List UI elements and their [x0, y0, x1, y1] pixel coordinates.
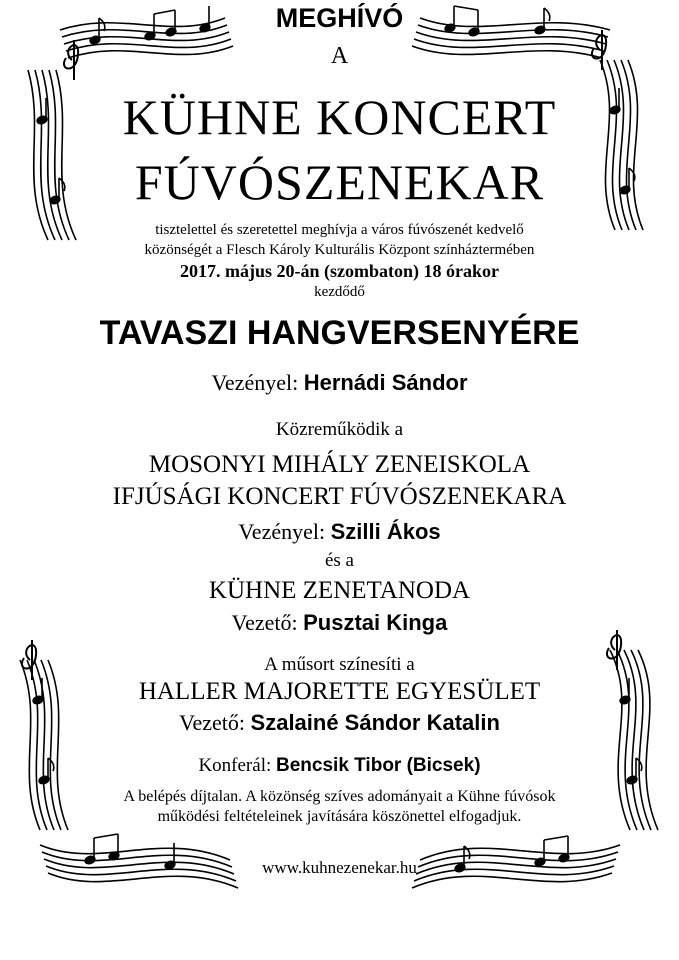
participating-text: Közreműködik a	[275, 419, 404, 440]
article-a: A	[330, 43, 349, 69]
academy-name: KÜHNE ZENETANODA	[208, 577, 471, 604]
website-link[interactable]: www.kuhnezenekar.hu	[262, 858, 417, 877]
band-name-line1: KÜHNE KONCERT	[122, 89, 557, 145]
majorette-leader-name: Szalainé Sándor Katalin	[250, 710, 500, 735]
academy-leader-name: Pusztai Kinga	[303, 610, 448, 635]
intro-line2: közönségét a Flesch Károly Kulturális Központ színháztermében	[144, 242, 535, 258]
footer-line1: A belépés díjtalan. A közönség szíves adományait a Kühne fúvósok	[123, 788, 556, 805]
conductor-label: Vezényel:	[211, 370, 299, 395]
host-name: Bencsik Tibor (Bicsek)	[276, 755, 481, 776]
invitation-heading: MEGHÍVÓ	[275, 3, 404, 33]
intro-line1: tisztelettel és szeretettel meghívja a város fúvószenét kedvelő	[155, 222, 524, 238]
majorette-leader-label: Vezető:	[179, 710, 246, 735]
footer-line2: működési feltételeinek javítására köszönettel elfogadjuk.	[157, 808, 522, 825]
school-line1: MOSONYI MIHÁLY ZENEISKOLA	[148, 451, 531, 478]
school-conductor-name: Szilli Ákos	[330, 519, 441, 544]
colored-by-text: A műsort színesíti a	[264, 654, 415, 675]
band-name-line2: FÚVÓSZENEKAR	[134, 154, 545, 210]
host-line	[0, 755, 679, 777]
intro-starting: kezdődő	[314, 284, 365, 300]
conductor-line	[0, 370, 679, 396]
school-conductor-label: Vezényel:	[238, 519, 326, 544]
and-text: és a	[324, 550, 354, 571]
majorette-name: HALLER MAJORETTE EGYESÜLET	[138, 678, 541, 705]
school-conductor-line	[0, 519, 679, 545]
academy-leader-label: Vezető:	[231, 610, 298, 635]
conductor-name: Hernádi Sándor	[303, 370, 468, 395]
event-datetime: 2017. május 20-án (szombaton) 18 órakor	[180, 261, 499, 281]
academy-leader-line	[0, 610, 679, 636]
school-line2: IFJÚSÁGI KONCERT FÚVÓSZENEKARA	[112, 483, 567, 510]
host-label: Konferál:	[198, 755, 272, 776]
event-title: TAVASZI HANGVERSENYÉRE	[99, 314, 580, 352]
majorette-leader-line	[0, 710, 679, 736]
